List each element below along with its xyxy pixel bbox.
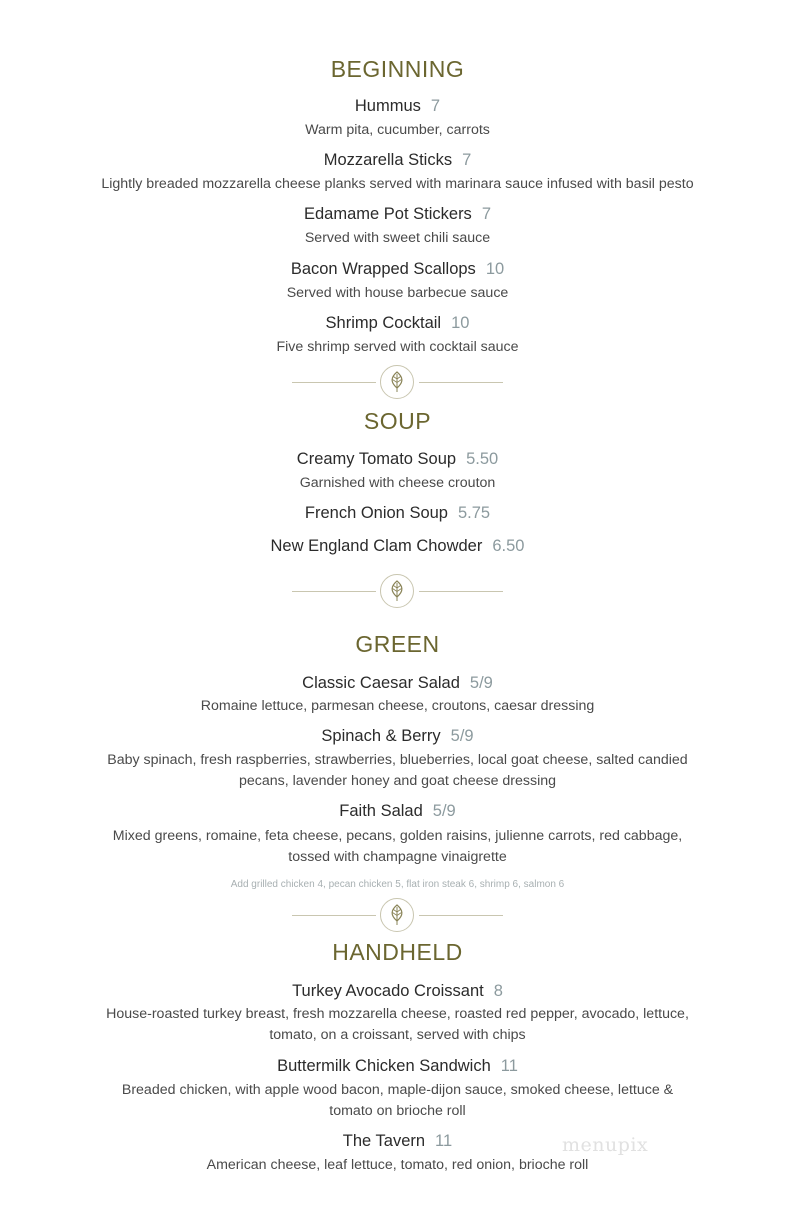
menu-item-french-onion-soup	[0, 504, 795, 523]
leaf-icon	[380, 898, 414, 932]
menu-item-bacon-wrapped-scallops	[0, 260, 795, 279]
item-description: tossed with champagne vinaigrette	[288, 849, 507, 865]
item-description: House-roasted turkey breast, fresh mozzarella cheese, roasted red pepper, avocado, lettuce,	[106, 1006, 689, 1022]
item-description: Served with sweet chili sauce	[304, 230, 491, 246]
item-name: Shrimp Cocktail	[325, 314, 442, 332]
item-name: Bacon Wrapped Scallops	[290, 260, 476, 278]
item-price: 5.50	[466, 450, 499, 468]
add-protein-note: Add grilled chicken 4, pecan chicken 5, flat iron steak 6, shrimp 6, salmon 6	[230, 879, 565, 890]
section-title-handheld: HANDHELD	[332, 939, 463, 965]
item-price: 11	[500, 1057, 518, 1075]
item-description: Lightly breaded mozzarella cheese planks served with marinara sauce infused with basil pesto	[101, 176, 694, 192]
item-name: Classic Caesar Salad	[302, 674, 460, 692]
divider-line	[419, 382, 503, 383]
divider-line	[292, 591, 376, 592]
item-name: Creamy Tomato Soup	[296, 450, 457, 468]
item-description: Mixed greens, romaine, feta cheese, pecans, golden raisins, julienne carrots, red cabbage,	[112, 828, 683, 844]
menu-item-spinach-and-berry	[0, 727, 795, 746]
item-name: Edamame Pot Stickers	[304, 205, 472, 223]
item-price: 7	[481, 205, 491, 223]
item-name: Mozzarella Sticks	[323, 151, 453, 169]
divider-line	[419, 915, 503, 916]
item-price: 5/9	[450, 727, 474, 745]
item-description: Warm pita, cucumber, carrots	[305, 122, 490, 138]
item-price: 10	[451, 314, 470, 332]
item-price: 5/9	[432, 802, 456, 820]
item-name: Spinach & Berry	[321, 727, 441, 745]
divider-line	[292, 915, 376, 916]
item-name: French Onion Soup	[304, 504, 448, 522]
leaf-icon	[380, 574, 414, 608]
item-description: Garnished with cheese crouton	[299, 475, 496, 491]
item-name: Hummus	[354, 97, 421, 115]
section-divider	[292, 365, 503, 401]
item-description: Romaine lettuce, parmesan cheese, croutons, caesar dressing	[200, 698, 595, 714]
menu-item-faith-salad	[0, 802, 795, 821]
item-price: 11	[435, 1132, 453, 1150]
item-price: 7	[430, 97, 441, 115]
item-name: Faith Salad	[339, 802, 423, 820]
divider-line	[419, 591, 503, 592]
menu-item-the-tavern	[0, 1132, 795, 1151]
menu-item-new-england-clam-chowder	[0, 537, 795, 556]
section-title-green: GREEN	[355, 631, 440, 657]
menu-item-edamame-pot-stickers	[0, 205, 795, 224]
item-description: pecans, lavender honey and goat cheese dressing	[238, 773, 557, 789]
section-title-beginning: BEGINNING	[330, 56, 465, 82]
menu-item-turkey-avocado-croissant	[0, 982, 795, 1001]
section-divider	[292, 898, 503, 934]
leaf-icon	[380, 365, 414, 399]
item-description: Breaded chicken, with apple wood bacon, maple-dijon sauce, smoked cheese, lettuce &	[121, 1082, 674, 1098]
menu-item-classic-caesar-salad	[0, 674, 795, 693]
item-description: American cheese, leaf lettuce, tomato, red onion, brioche roll	[206, 1157, 589, 1173]
item-name: The Tavern	[342, 1132, 426, 1150]
menu-item-mozzarella-sticks	[0, 151, 795, 170]
item-name: New England Clam Chowder	[270, 537, 483, 555]
item-description: Baby spinach, fresh raspberries, strawberries, blueberries, local goat cheese, salted candied	[107, 752, 688, 768]
menu-item-buttermilk-chicken-sandwich	[0, 1057, 795, 1076]
item-name: Turkey Avocado Croissant	[292, 982, 484, 1000]
item-price: 6.50	[492, 537, 525, 555]
section-title-soup: SOUP	[363, 408, 432, 434]
menu-item-creamy-tomato-soup	[0, 450, 795, 469]
item-description: Served with house barbecue sauce	[286, 285, 509, 301]
divider-line	[292, 382, 376, 383]
item-price: 10	[485, 260, 505, 278]
menu-item-hummus	[0, 97, 795, 116]
menu-item-shrimp-cocktail	[0, 314, 795, 333]
section-divider	[292, 574, 503, 610]
item-price: 7	[462, 151, 472, 169]
item-price: 8	[493, 982, 503, 1000]
item-price: 5/9	[469, 674, 493, 692]
item-price: 5.75	[457, 504, 491, 522]
watermark: menupix	[562, 1134, 649, 1156]
item-description: tomato on brioche roll	[329, 1103, 466, 1119]
item-description: Five shrimp served with cocktail sauce	[276, 339, 519, 355]
item-description: tomato, on a croissant, served with chips	[269, 1027, 526, 1043]
item-name: Buttermilk Chicken Sandwich	[277, 1057, 491, 1075]
